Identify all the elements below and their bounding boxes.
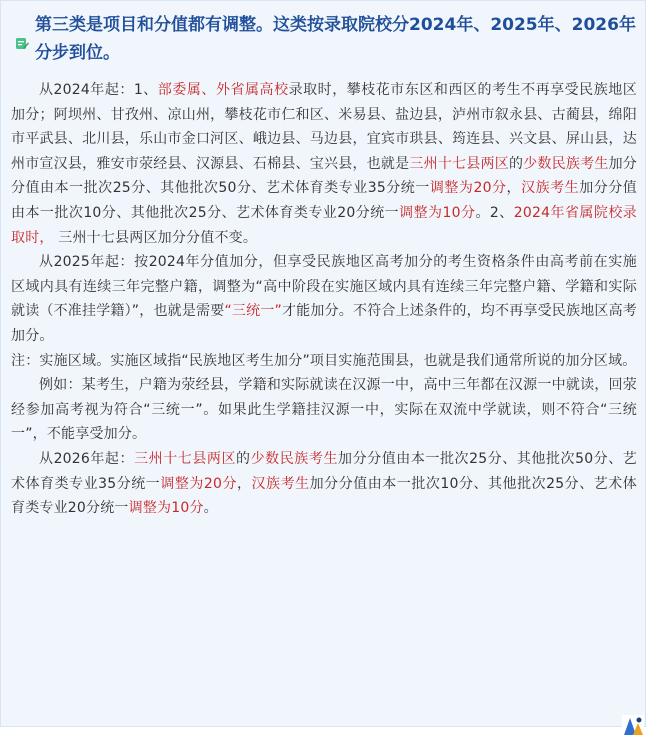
text-run: 录取时，攀枝花市东区和西区的考生不再享受民族地区加分；阿坝州、甘孜州、凉山州，攀枝花市仁和区、米易县、盐边县，泸州市叙永县、古蔺县，绵阳市平武县、北川县，乐山市金口河区、峨边县、马边县，宜宾市珙县、筠连县、兴文县、屏山县，达州市宣汉县，雅安市荥经县、汉源县、石棉县、宝兴县，也就是	[11, 82, 637, 172]
highlight-text: 调整为20分	[160, 475, 237, 492]
highlight-text: 三州十七县两区	[134, 450, 237, 467]
text-run: ，	[506, 180, 522, 197]
text-run: 加分分值由本一批次10分、其他批次25分、艺术体育类专业20分统一	[11, 475, 637, 517]
highlight-text: 调整为10分	[128, 500, 204, 517]
text-run: 加分分值由本一批次25分、其他批次50分、艺术体育类专业35分统一	[11, 450, 638, 492]
article-body	[11, 78, 637, 521]
paragraph-2025	[11, 250, 637, 348]
text-run: ，	[236, 475, 252, 492]
section-header	[9, 11, 639, 67]
text-run: 三州十七县两区加分分值不变。	[53, 229, 258, 246]
text-run: 从2026年起：	[39, 450, 135, 467]
highlight-text: 部委属、外省属高校	[157, 82, 289, 98]
section-title: 第三类是项目和分值都有调整。这类按录取院校分2024年、2025年、2026年分步到位。	[35, 15, 636, 63]
highlight-text: 三州十七县两区	[409, 155, 509, 172]
logo-mark-icon	[622, 715, 644, 737]
text-run: 从2024年起：1、	[39, 82, 158, 98]
text-run: 加分分值由本一批次10分、其他批次25分、艺术体育类专业20分统一	[11, 180, 637, 221]
text-run: 加分分值由本一批次25分、其他批次50分、艺术体育类专业35分统一	[11, 155, 638, 197]
edit-note-icon	[15, 36, 29, 50]
highlight-text: 调整为20分	[429, 180, 507, 197]
text-run: 的	[508, 155, 524, 172]
text-run: 才能加分。不符合上述条件的，均不再享受民族地区高考加分。	[11, 303, 638, 344]
highlight-text: 少数民族考生	[250, 450, 339, 467]
highlight-text: 汉族考生	[251, 475, 310, 492]
text-run: 。	[203, 500, 218, 517]
paragraph-2026	[11, 447, 637, 521]
example-paragraph: 例如：某考生，户籍为荥经县，学籍和实际就读在汉源一中，高中三年都在汉源一中就读，回荥经参加高考视为符合“三统一”。如果此生学籍挂汉源一中，实际在双流中学就读，则不符合“三统一”，不能享受加分。	[11, 377, 637, 443]
note-paragraph: 注：实施区域。实施区域指“民族地区考生加分”项目实施范围县，也就是我们通常所说的加分区域。	[11, 352, 637, 369]
text-run: 从2025年起：按2024年分值加分，但享受民族地区高考加分的考生资格条件由高考前在实施区域内具有连续三年完整户籍，调整为“高中阶段在实施区域内具有连续三年完整户籍、学籍和实际就读（不准挂学籍）”，也就是需要	[11, 254, 637, 320]
text-run: 的	[236, 450, 251, 467]
highlight-text: “三统一”	[224, 303, 282, 320]
highlight-text: 调整为10分	[399, 204, 476, 221]
highlight-text: 汉族考生	[521, 180, 580, 197]
highlight-text: 2024年省属院校录取时，	[11, 204, 637, 246]
text-run: 。2、	[475, 204, 514, 221]
paragraph-2024	[11, 78, 637, 250]
highlight-text: 少数民族考生	[523, 155, 609, 172]
